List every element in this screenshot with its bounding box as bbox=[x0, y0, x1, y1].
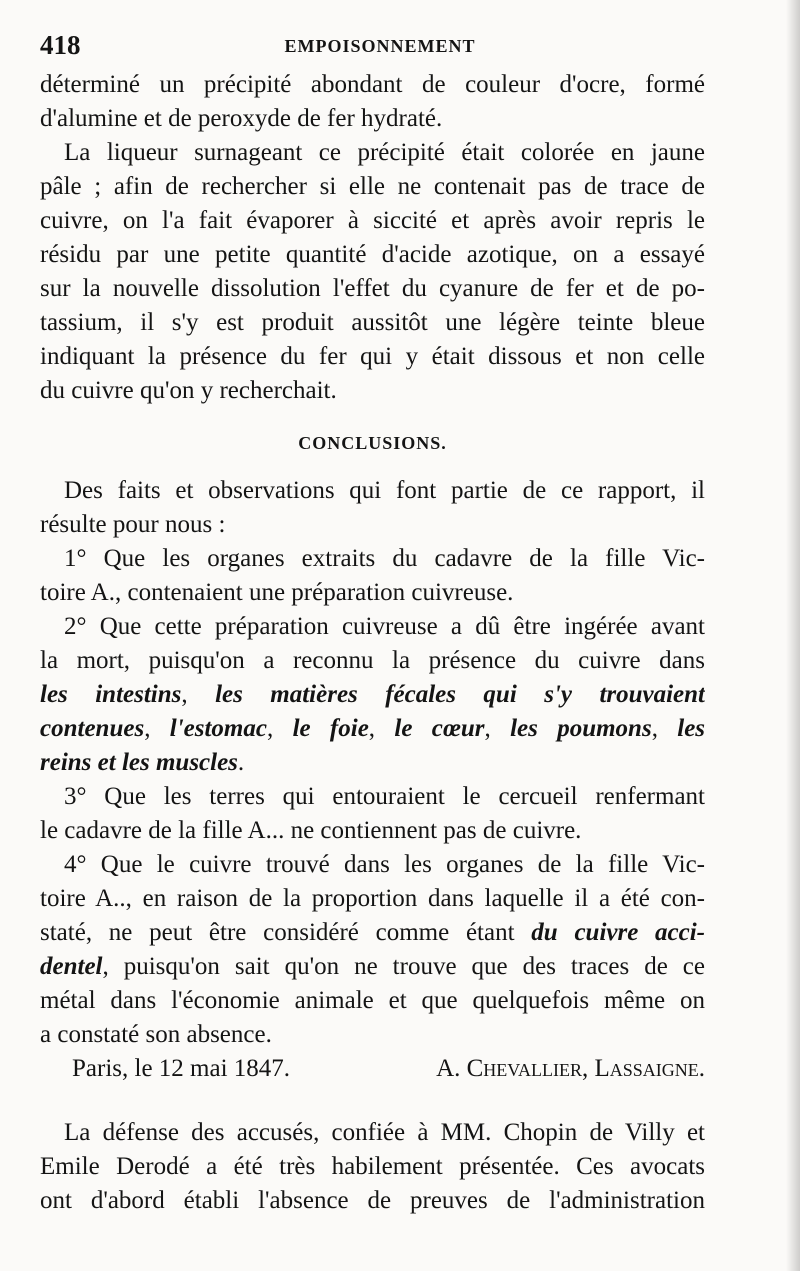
text-line: sur la nouvelle dissolution l'effet du cyanure de fer et de po- bbox=[40, 275, 705, 302]
text-line: 3° Que les terres qui entouraient le cercueil renfermant bbox=[64, 783, 705, 810]
spacer bbox=[40, 1086, 705, 1116]
page-edge-shadow bbox=[786, 0, 800, 1271]
italic-text: les poumons bbox=[510, 715, 652, 742]
text-line bbox=[40, 916, 705, 950]
text-line bbox=[40, 678, 705, 712]
signature-line bbox=[40, 1052, 705, 1086]
page-body bbox=[40, 68, 705, 1218]
text-line: 1° Que les organes extraits du cadavre de la fille Vic- bbox=[64, 545, 705, 572]
text-line: Emile Derodé a été très habilement présentée. Ces avocats bbox=[40, 1153, 705, 1180]
italic-text: reins et les muscles bbox=[40, 749, 238, 776]
signature-date: Paris, le 12 mai 1847. bbox=[72, 1055, 291, 1082]
text-line bbox=[40, 712, 705, 746]
text-line: résulte pour nous : bbox=[40, 511, 226, 538]
text-fragment: , bbox=[651, 715, 678, 742]
text-line: du cuivre qu'on y recherchait. bbox=[40, 377, 337, 404]
text-fragment: , bbox=[368, 715, 395, 742]
italic-text: du cuivre acci- bbox=[531, 919, 705, 946]
conclusion-item-1 bbox=[40, 542, 705, 610]
conclusion-item-2 bbox=[40, 610, 705, 780]
text-line: 4° Que le cuivre trouvé dans les organes de la fille Vic- bbox=[64, 851, 705, 878]
text-line: a constaté son absence. bbox=[40, 1021, 272, 1048]
conclusion-item-3 bbox=[40, 780, 705, 848]
italic-text: les matières fécales qui s'y trouvaient bbox=[215, 681, 705, 708]
text-line: indiquant la présence du fer qui y était dissous et non celle bbox=[40, 343, 705, 370]
text-line: d'alumine et de peroxyde de fer hydraté. bbox=[40, 105, 443, 132]
text-line: ont d'abord établi l'absence de preuves de l'administration bbox=[40, 1187, 705, 1214]
italic-text: l'estomac bbox=[169, 715, 267, 742]
text-line: déterminé un précipité abondant de couleur d'ocre, formé bbox=[40, 71, 705, 98]
paragraph-defense bbox=[40, 1116, 705, 1218]
conclusion-item-4 bbox=[40, 848, 705, 1052]
paragraph-continued bbox=[40, 68, 705, 136]
page-header bbox=[40, 30, 720, 64]
page-number: 418 bbox=[40, 30, 81, 60]
text-line: La défense des accusés, confiée à MM. Chopin de Villy et bbox=[64, 1119, 705, 1146]
italic-text: les intestins bbox=[40, 681, 182, 708]
text-line: pâle ; afin de rechercher si elle ne contenait pas de trace de bbox=[40, 173, 705, 200]
text-line: résidu par une petite quantité d'acide azotique, on a essayé bbox=[40, 241, 705, 268]
spacer bbox=[40, 460, 705, 474]
italic-text: dentel bbox=[40, 953, 103, 980]
text-fragment: , bbox=[484, 715, 511, 742]
italic-text: le cœur bbox=[394, 715, 485, 742]
text-fragment: , bbox=[181, 681, 216, 708]
text-line: la mort, puisqu'on a reconnu la présence du cuivre dans bbox=[40, 647, 705, 674]
text-fragment: , bbox=[144, 715, 170, 742]
text-line: métal dans l'économie animale et que quelquefois même on bbox=[40, 987, 705, 1014]
italic-text: les bbox=[677, 715, 705, 742]
text-line: tassium, il s'y est produit aussitôt une légère teinte bleue bbox=[40, 309, 705, 336]
text-line: Des faits et observations qui font partie de ce rapport, il bbox=[64, 477, 705, 504]
text-line bbox=[40, 746, 705, 780]
paragraph-liqueur bbox=[40, 136, 705, 408]
paragraph-intro bbox=[40, 474, 705, 542]
spacer bbox=[40, 408, 705, 422]
running-head: EMPOISONNEMENT bbox=[284, 36, 476, 56]
italic-text: le foie bbox=[292, 715, 369, 742]
text-fragment: , puisqu'on sait qu'on ne trouve que des traces de ce bbox=[102, 953, 705, 980]
text-fragment: . bbox=[237, 749, 245, 776]
text-line: La liqueur surnageant ce précipité était colorée en jaune bbox=[64, 139, 705, 166]
text-line: toire A.., en raison de la proportion dans laquelle il a été con- bbox=[40, 885, 705, 912]
text-fragment: staté, ne peut être considéré comme étant bbox=[40, 919, 532, 946]
text-line: le cadavre de la fille A... ne contiennent pas de cuivre. bbox=[40, 817, 582, 844]
text-line bbox=[40, 950, 705, 984]
text-line: cuivre, on l'a fait évaporer à siccité et après avoir repris le bbox=[40, 207, 705, 234]
text-line: toire A., contenaient une préparation cuivreuse. bbox=[40, 579, 514, 606]
text-fragment: , bbox=[266, 715, 293, 742]
signature-names: A. Chevallier, Lassaigne. bbox=[436, 1055, 705, 1082]
section-heading-conclusions: CONCLUSIONS. bbox=[298, 433, 447, 453]
text-line: 2° Que cette préparation cuivreuse a dû être ingérée avant bbox=[64, 613, 705, 640]
italic-text: contenues bbox=[40, 715, 145, 742]
